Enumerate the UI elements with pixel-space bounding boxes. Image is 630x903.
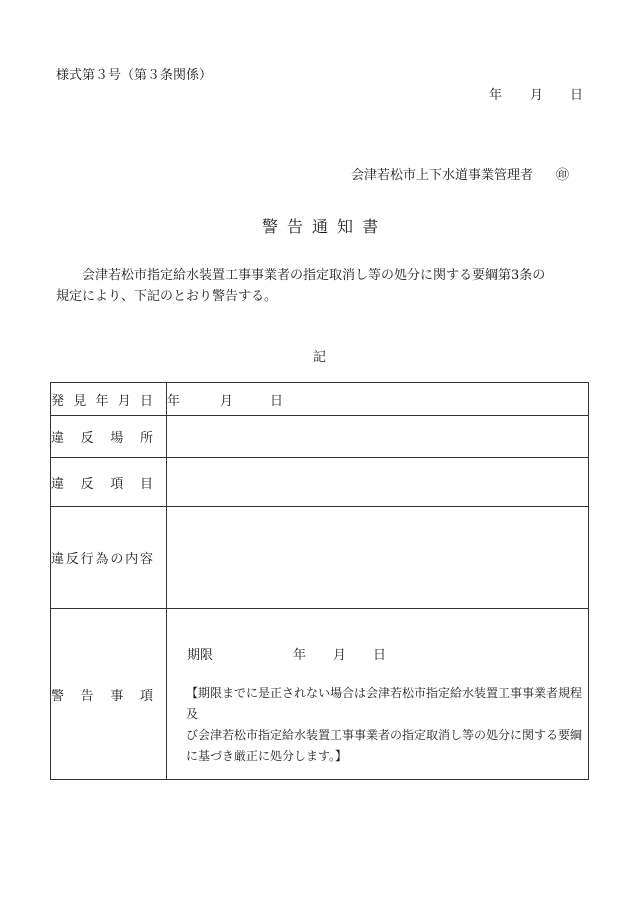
- row-label-violation-item: 違 反 項 目: [51, 458, 167, 507]
- issue-date-day: 日: [570, 88, 584, 103]
- violation-place-field[interactable]: [167, 416, 589, 458]
- warning-form-table: [50, 382, 589, 780]
- table-row: [51, 609, 589, 780]
- issue-date-month: 月: [530, 88, 544, 103]
- notice-line-1: 【期限までに是正されない場合は会津若松市指定給水装置工事事業者規程及: [186, 685, 583, 721]
- title-char: 通: [312, 217, 338, 236]
- deadline-month: 月: [333, 647, 347, 663]
- issue-date: [489, 84, 583, 103]
- title-char: 告: [287, 217, 313, 236]
- notice-line-3: に基づき厳正に処分します。】: [186, 748, 348, 763]
- deadline-year: 年: [293, 647, 307, 663]
- body-text-line-1: 会津若松市指定給水装置工事事業者の指定取消し等の処分に関する要綱第3条の: [82, 268, 546, 283]
- document-title: [262, 214, 387, 237]
- discovery-date-field[interactable]: [167, 383, 589, 416]
- row-label-violation-details: 違 反 行 為 の 内 容: [51, 507, 167, 609]
- title-char: 警: [262, 217, 288, 236]
- row-label-violation-place: 違 反 場 所: [51, 416, 167, 458]
- row-label-discovery-date: 発 見 年 月 日: [51, 383, 167, 416]
- table-row: [51, 458, 589, 507]
- warning-matters-field[interactable]: [167, 609, 589, 780]
- discovery-day: 日: [270, 393, 284, 409]
- deadline-line: [167, 644, 588, 663]
- deadline-day: 日: [373, 647, 387, 663]
- issue-date-year: 年: [489, 88, 503, 103]
- row-label-warning-matters: 警 告 事 項: [51, 609, 167, 780]
- table-row: [51, 416, 589, 458]
- violation-details-field[interactable]: [167, 507, 589, 609]
- discovery-year: 年: [167, 393, 181, 409]
- seal-mark: ㊞: [556, 168, 570, 183]
- body-text-line-2: 規定により、下記のとおり警告する。: [56, 289, 278, 304]
- title-char: 知: [337, 217, 363, 236]
- warning-notice: [167, 683, 588, 767]
- notice-line-2: び会津若松市指定給水装置工事事業者の指定取消し等の処分に関する要綱: [186, 727, 583, 742]
- ki-heading: 記: [313, 350, 327, 365]
- form-number: 様式第３号（第３条関係）: [56, 68, 213, 83]
- violation-item-field[interactable]: [167, 458, 589, 507]
- title-char: 書: [362, 217, 388, 236]
- table-row: [51, 507, 589, 609]
- deadline-label: 期限: [187, 647, 214, 663]
- issuer-name: 会津若松市上下水道事業管理者: [351, 168, 534, 183]
- table-row: [51, 383, 589, 416]
- discovery-month: 月: [220, 393, 234, 409]
